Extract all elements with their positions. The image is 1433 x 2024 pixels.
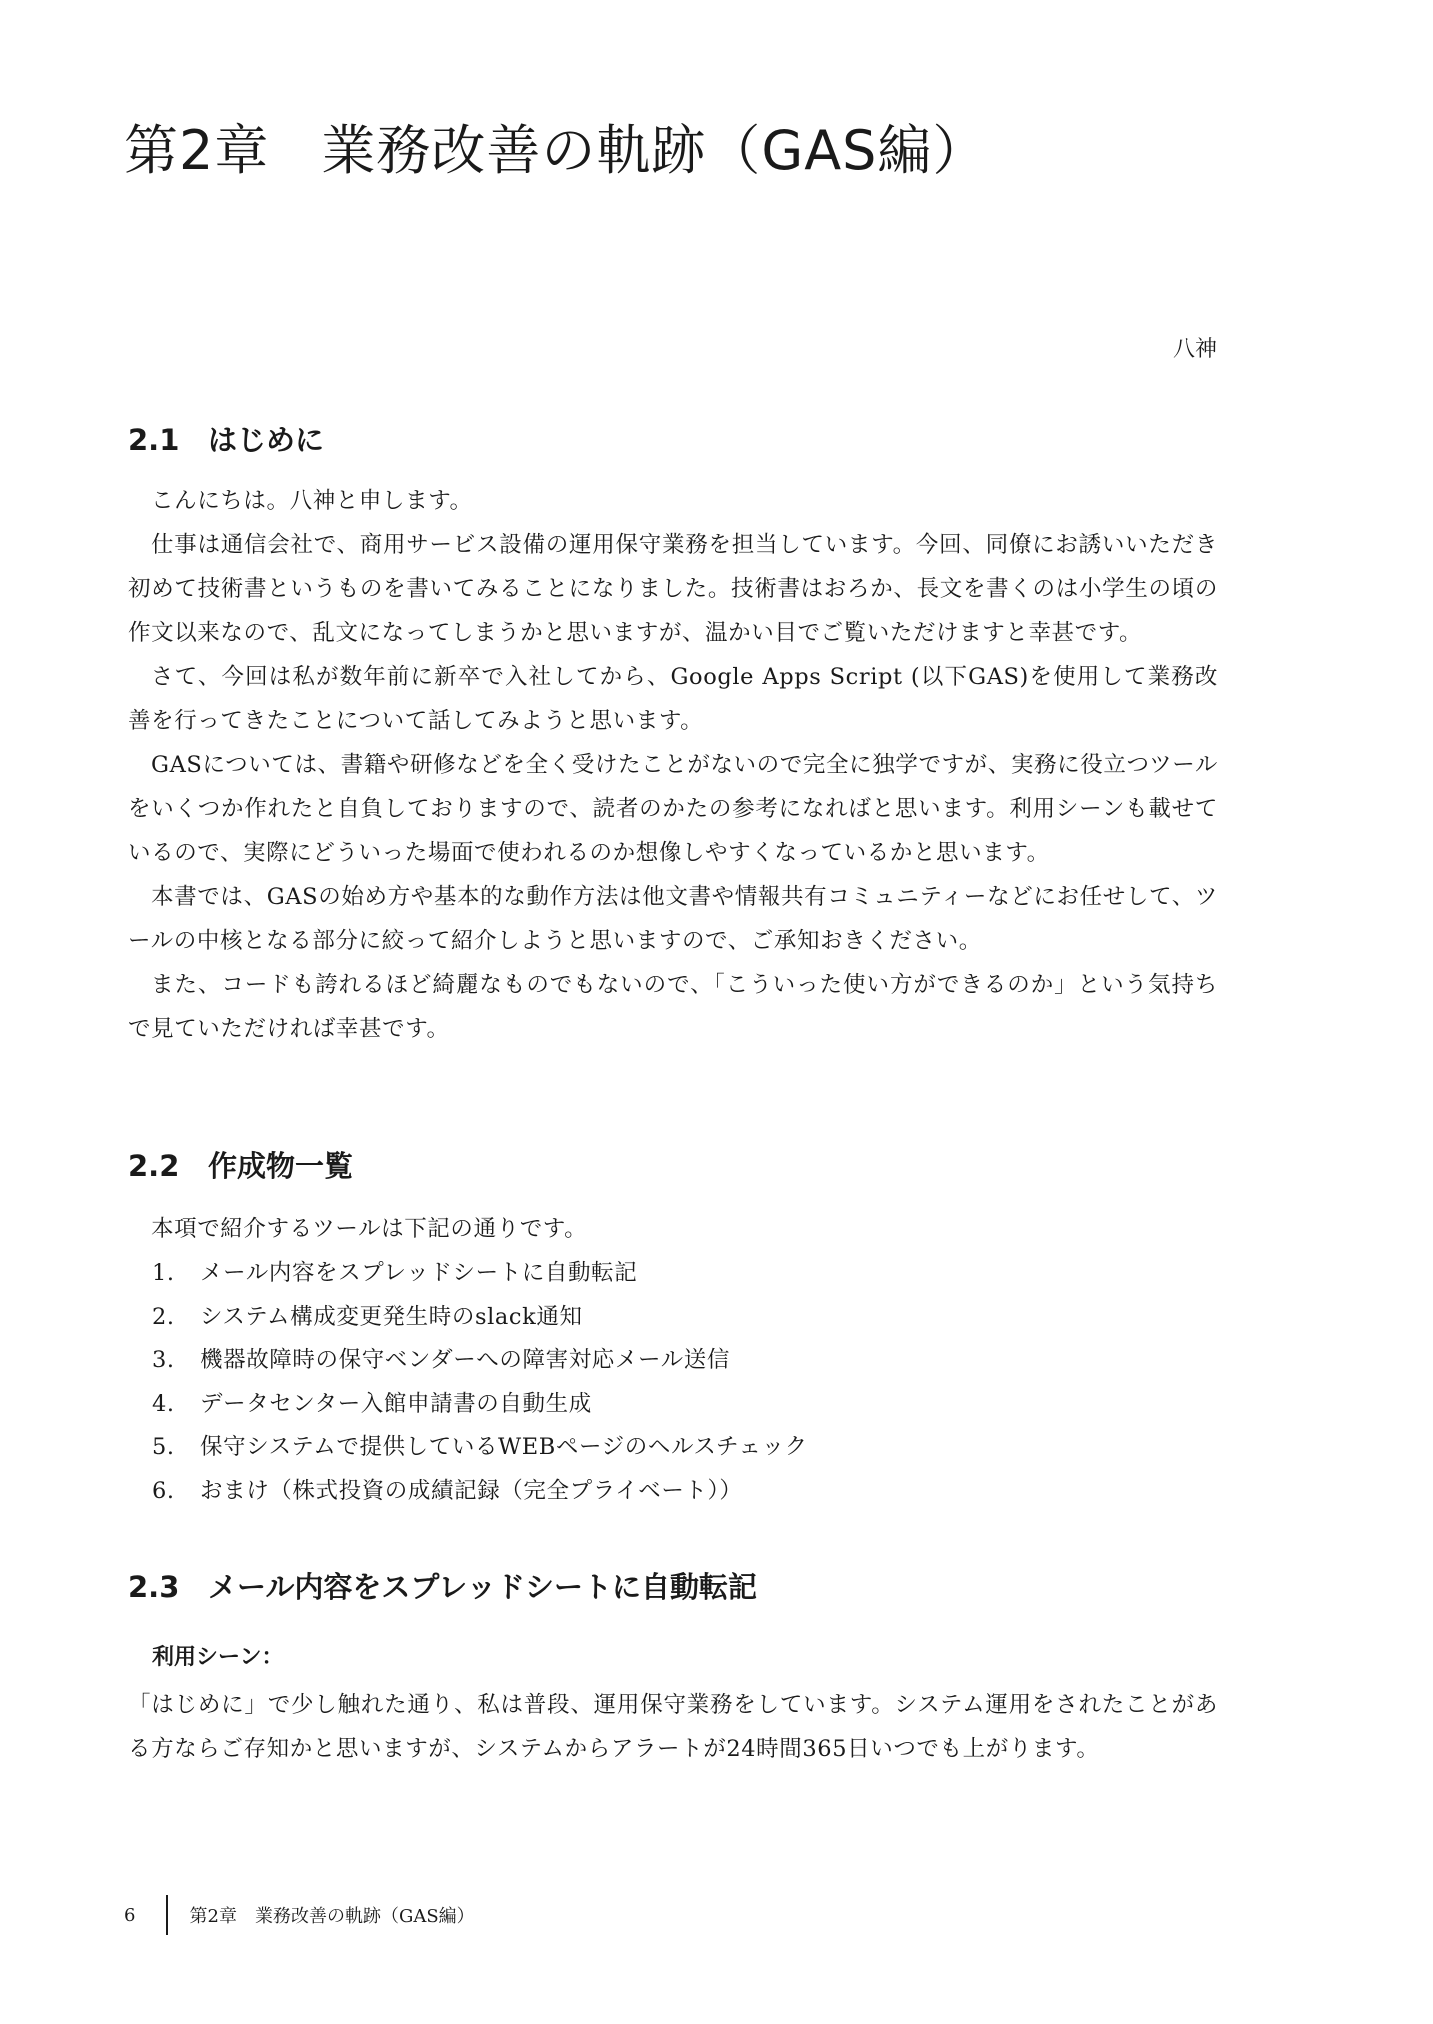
section-title: メール内容をスプレッドシートに自動転記 — [208, 1570, 757, 1604]
chapter-title — [124, 108, 987, 185]
paragraph: 本書では、GASの始め方や基本的な動作方法は他文書や情報共有コミュニティーなどにお任せして、ツールの中核となる部分に絞って紹介しようと思いますので、ご承知おきください。 — [128, 884, 1218, 954]
page-number: 6 — [124, 1904, 136, 1926]
section-number: 2.3 — [128, 1570, 180, 1604]
list-item-text: おまけ（株式投資の成績記録（完全プライベート）） — [200, 1477, 743, 1504]
list-item-index: 5. — [152, 1434, 175, 1460]
list-item-index: 2. — [152, 1303, 175, 1330]
section-heading-2-2 — [128, 1144, 353, 1185]
list-item-text: 機器故障時の保守ベンダーへの障害対応メール送信 — [200, 1347, 730, 1373]
list-intro: 本項で紹介するツールは下記の通りです。 — [151, 1216, 588, 1242]
chapter-title-text: 業務改善の軌跡（GAS編） — [321, 119, 988, 182]
section-heading-2-3 — [128, 1565, 757, 1606]
list-item — [152, 1426, 808, 1470]
list-item — [152, 1252, 808, 1296]
list-item-index: 1. — [152, 1260, 175, 1286]
running-title: 第2章 業務改善の軌跡（GAS編） — [189, 1906, 475, 1927]
list-item-text: データセンター入館申請書の自動生成 — [200, 1390, 592, 1417]
section-2-3-paragraph: 「はじめに」で少し触れた通り、私は普段、運用保守業務をしています。システム運用をされたことがある方ならご存知かと思いますが、システムからアラートが24時間365日いつでも上がります。 — [128, 1692, 1218, 1762]
section-title: はじめに — [208, 423, 325, 457]
usage-scene-heading: 利用シーン： — [152, 1645, 284, 1670]
paragraph: 仕事は通信会社で、商用サービス設備の運用保守業務を担当しています。今回、同僚にお誘いいただき初めて技術書というものを書いてみることになりました。技術書はおろか、長文を書くのは小学生の頃の作文以来なので、乱文になってしまうかと思いますが、温かい目でご覧いただけますと幸甚です。 — [128, 532, 1218, 646]
paragraph: また、コードも誇れるほど綺麗なものでもないので、「こういった使い方ができるのか」という気持ちで見ていただければ幸甚です。 — [128, 972, 1218, 1042]
list-item-index: 3. — [152, 1347, 175, 1373]
list-item-text: システム構成変更発生時のslack通知 — [200, 1303, 583, 1330]
list-item-text: メール内容をスプレッドシートに自動転記 — [200, 1260, 638, 1286]
paragraph: さて、今回は私が数年前に新卒で入社してから、Google Apps Script (以下GAS)を使用して業務改善を行ってきたことについて話してみようと思います。 — [128, 664, 1218, 734]
section-title: 作成物一覧 — [208, 1149, 354, 1183]
list-item — [152, 1296, 808, 1340]
list-item-index: 4. — [152, 1390, 175, 1417]
page-footer — [124, 1895, 475, 1935]
section-heading-2-1 — [128, 418, 324, 459]
paragraph: こんにちは。八神と申します。 — [151, 488, 473, 514]
list-item-index: 6. — [152, 1477, 175, 1504]
author-name: 八神 — [1172, 337, 1217, 362]
footer-divider — [166, 1895, 168, 1935]
list-item — [152, 1470, 808, 1514]
tool-list — [152, 1252, 808, 1513]
list-item — [152, 1383, 808, 1427]
chapter-number: 第2章 — [124, 119, 270, 182]
list-item — [152, 1339, 808, 1383]
section-number: 2.2 — [128, 1149, 180, 1183]
paragraph: GASについては、書籍や研修などを全く受けたことがないので完全に独学ですが、実務に役立つツールをいくつか作れたと自負しておりますので、読者のかたの参考になればと思います。利用シーンも載せているので、実際にどういった場面で使われるのか想像しやすくなっているかと思います。 — [128, 752, 1218, 866]
list-item-text: 保守システムで提供しているWEBページのヘルスチェック — [200, 1434, 808, 1460]
section-number: 2.1 — [128, 423, 180, 457]
section-2-1-body — [128, 479, 1218, 1051]
